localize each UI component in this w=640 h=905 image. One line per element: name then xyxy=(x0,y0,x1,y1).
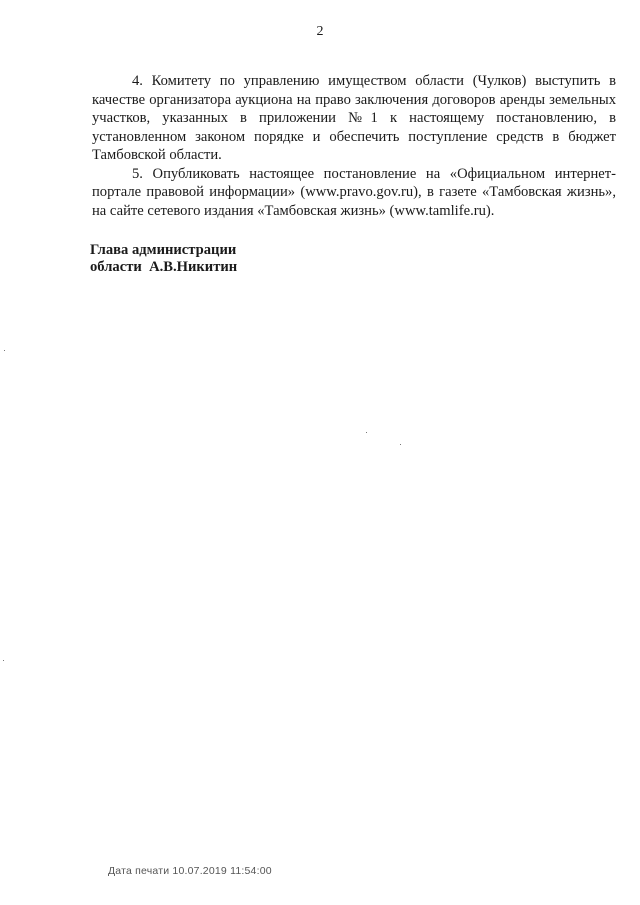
print-date: Дата печати 10.07.2019 11:54:00 xyxy=(108,865,272,877)
signature-title: Глава администрации xyxy=(90,242,237,258)
paragraph-4: 4. Комитету по управлению имуществом области (Чулков) выступить в качестве организатора аукциона на право заключения договоров аренды земельных участков, указанных в приложении №1 к настоящему постановлению, в установленном законом порядке и обеспечить поступление средств в бюджет Тамбовской области. xyxy=(92,73,616,163)
scan-speck xyxy=(4,350,5,351)
signature-block xyxy=(90,242,237,276)
scan-speck xyxy=(3,660,4,661)
paragraph-5: 5. Опубликовать настоящее постановление на «Официальном интернет-портале правовой информации» (www.pravo.gov.ru), в газете «Тамбовская жизнь», на сайте сетевого издания «Тамбовская жизнь» (www.tamlife.ru). xyxy=(92,165,616,219)
scan-speck xyxy=(366,432,367,433)
document-body xyxy=(92,72,616,220)
scan-speck xyxy=(400,444,401,445)
signature-name: области А.В.Никитин xyxy=(90,259,238,275)
page-number: 2 xyxy=(316,24,324,39)
